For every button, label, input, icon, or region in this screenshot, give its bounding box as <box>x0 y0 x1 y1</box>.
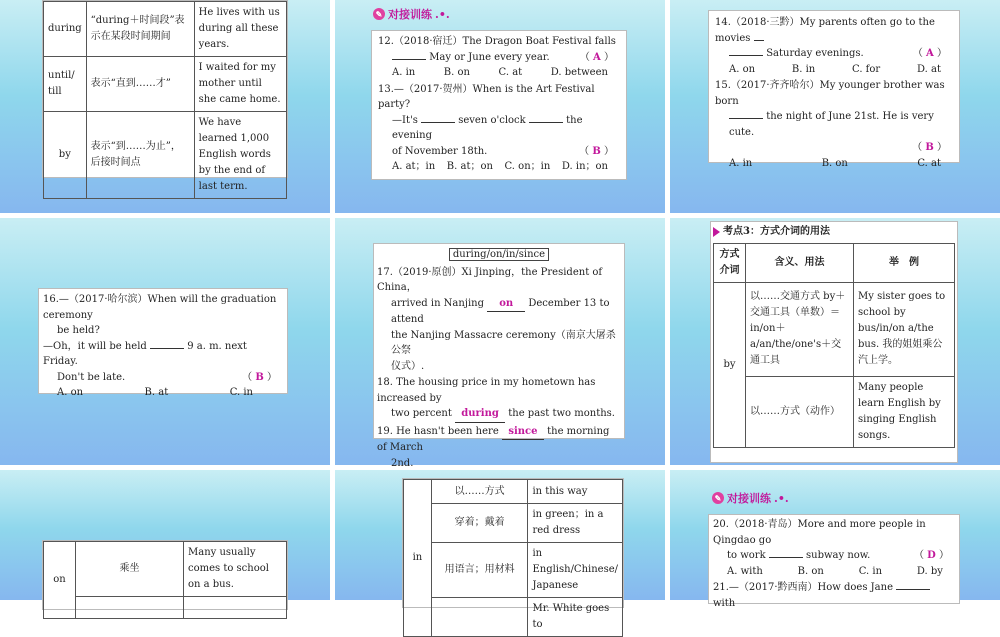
answer-blank[interactable] <box>729 118 763 119</box>
question-12: 12.（2018·宿迁）The Dragon Boat Festival falls May or June every year. （ A ） A. in B. on C. at D. between <box>378 34 620 81</box>
question-15: 15.（2017·齐齐哈尔）My younger brother was born the night of June 21st. He is very cute. （ B ） A. in B. on C. at <box>715 78 953 171</box>
tile-manner-prepositions <box>670 218 1000 465</box>
options: A. at；in B. at；on C. on；in D. in；on <box>392 161 608 172</box>
table-row: 以……方式（动作） Many people learn English by singing English songs. <box>714 376 955 447</box>
section-title: 考点3：方式介词的用法 <box>713 224 955 240</box>
table-row: 用语言；用材料 in English/Chinese/ Japanese <box>404 543 623 598</box>
answer-blank[interactable] <box>729 55 763 56</box>
tile-prepositions-time <box>0 0 330 213</box>
manner-preposition-card <box>710 221 958 463</box>
tile-exercises-17-19 <box>335 218 665 469</box>
in-usage-table <box>403 479 623 637</box>
on-usage-card <box>42 540 288 610</box>
tile-exercises-20-21 <box>670 470 1000 609</box>
banner-practice: ✎ 对接训练 .•. <box>373 6 450 22</box>
exercise-card <box>708 10 960 169</box>
pencil-icon: ✎ <box>373 8 385 20</box>
on-usage-table <box>43 541 287 619</box>
tile-exercise-16 <box>0 218 330 465</box>
answer-letter: A <box>926 48 934 59</box>
answer-blank[interactable]: since <box>502 424 544 441</box>
exercise-card <box>38 288 288 398</box>
question-14: 14.（2018·三黔）My parents often go to the movies Saturday evenings. （ A ） A. on B. in C. for D. at <box>715 15 953 77</box>
tile-in-usage <box>335 470 665 630</box>
exercise-card <box>371 30 627 180</box>
table-row <box>44 597 287 619</box>
answer-letter: A <box>593 51 601 63</box>
table-header: 方式介词 含义、用法 举 例 <box>714 243 955 282</box>
table-row: on 乘坐 Many usually comes to school on a bus. <box>44 542 287 597</box>
question-18: 18. The housing price in my hometown has increased by two percent during the past two months. <box>377 375 621 423</box>
time-preposition-table <box>43 1 287 199</box>
answer-blank[interactable] <box>529 122 563 123</box>
question-13: 13.—（2017·贺州）When is the Art Festival party? —It's seven o'clock the evening of November 18th. （ B ） A. at；in B. at；on C. on；in D. in；on <box>378 82 620 175</box>
question-20: 20.（2018·青岛）More and more people in Qingdao go to work subway now. （ D ） A. with B. on C. in D. by <box>713 517 955 579</box>
table-row: 穿着；戴着 in green；in a red dress <box>404 504 623 543</box>
answer-blank[interactable] <box>392 59 426 60</box>
answer-blank[interactable] <box>421 122 455 123</box>
table-row: during “during＋时间段”表示在某段时间期间 He lives with us during all these years. <box>44 2 287 57</box>
tile-exercises-14-15 <box>670 0 1000 213</box>
manner-preposition-table <box>713 243 955 448</box>
options: A. on B. at C. in <box>57 387 253 398</box>
answer-letter: D <box>927 550 936 561</box>
options: A. with B. on C. in D. by <box>727 565 943 577</box>
exercise-card <box>708 514 960 609</box>
answer-blank[interactable]: on <box>487 296 525 313</box>
exercise-card <box>373 243 625 469</box>
answer-letter: B <box>592 145 601 157</box>
answer-letter: B <box>255 371 264 383</box>
answer-blank[interactable] <box>150 348 184 349</box>
pencil-icon: ✎ <box>712 492 724 504</box>
question-17: 17.（2019·原创）Xi Jinping，the President of China， arrived in Nanjing on December 13 to attend the Nanjing Massacre ceremony（南京大屠杀公祭 仪式）. <box>377 266 616 372</box>
options: A. on B. in C. for D. at <box>729 63 941 75</box>
answer-blank[interactable] <box>769 557 803 558</box>
table-row: by 以……交通方式 by＋交通工具（单数）＝in/on＋a/an/the/one's＋交通工具 My sister goes to school by bus/in/on a/the bus. 我的姐姐乘公汽上学。 <box>714 282 955 376</box>
options: A. in B. on C. at D. between <box>392 67 608 78</box>
in-usage-card <box>402 478 624 630</box>
question-21: 21.—（2017·黔西南）How does Jane with <box>713 580 955 611</box>
table-row: until/ till 表示“直到……才” I waited for my mother until she came home. <box>44 57 287 112</box>
tile-exercises-12-13 <box>335 0 665 213</box>
play-icon <box>713 227 720 237</box>
table-row: Mr. White goes to <box>404 598 623 637</box>
question-16: 16.—（2017·哈尔滨）When will the graduation ceremony be held? —Oh，it will be held 9 a. m. next Friday. Don't be late. （ B ） A. on B. at C. in <box>43 292 283 401</box>
answer-letter: B <box>925 142 934 153</box>
word-bank: during/on/in/since <box>449 248 549 261</box>
banner-practice: ✎ 对接训练 .•. <box>712 490 789 506</box>
table-row: by 表示“到……为止”，后接时间点 We have learned 1,000 English words by the end of last term. <box>44 112 287 199</box>
options: A. in B. on C. at <box>729 157 941 169</box>
answer-blank[interactable]: during <box>455 406 505 423</box>
question-19: 19. He hasn't been here since the morning of March 2nd. <box>377 425 610 469</box>
table-row: in 以……方式 in this way <box>404 480 623 504</box>
answer-blank[interactable] <box>896 589 930 590</box>
time-preposition-table-card <box>42 0 288 192</box>
tile-on-usage <box>0 470 330 600</box>
